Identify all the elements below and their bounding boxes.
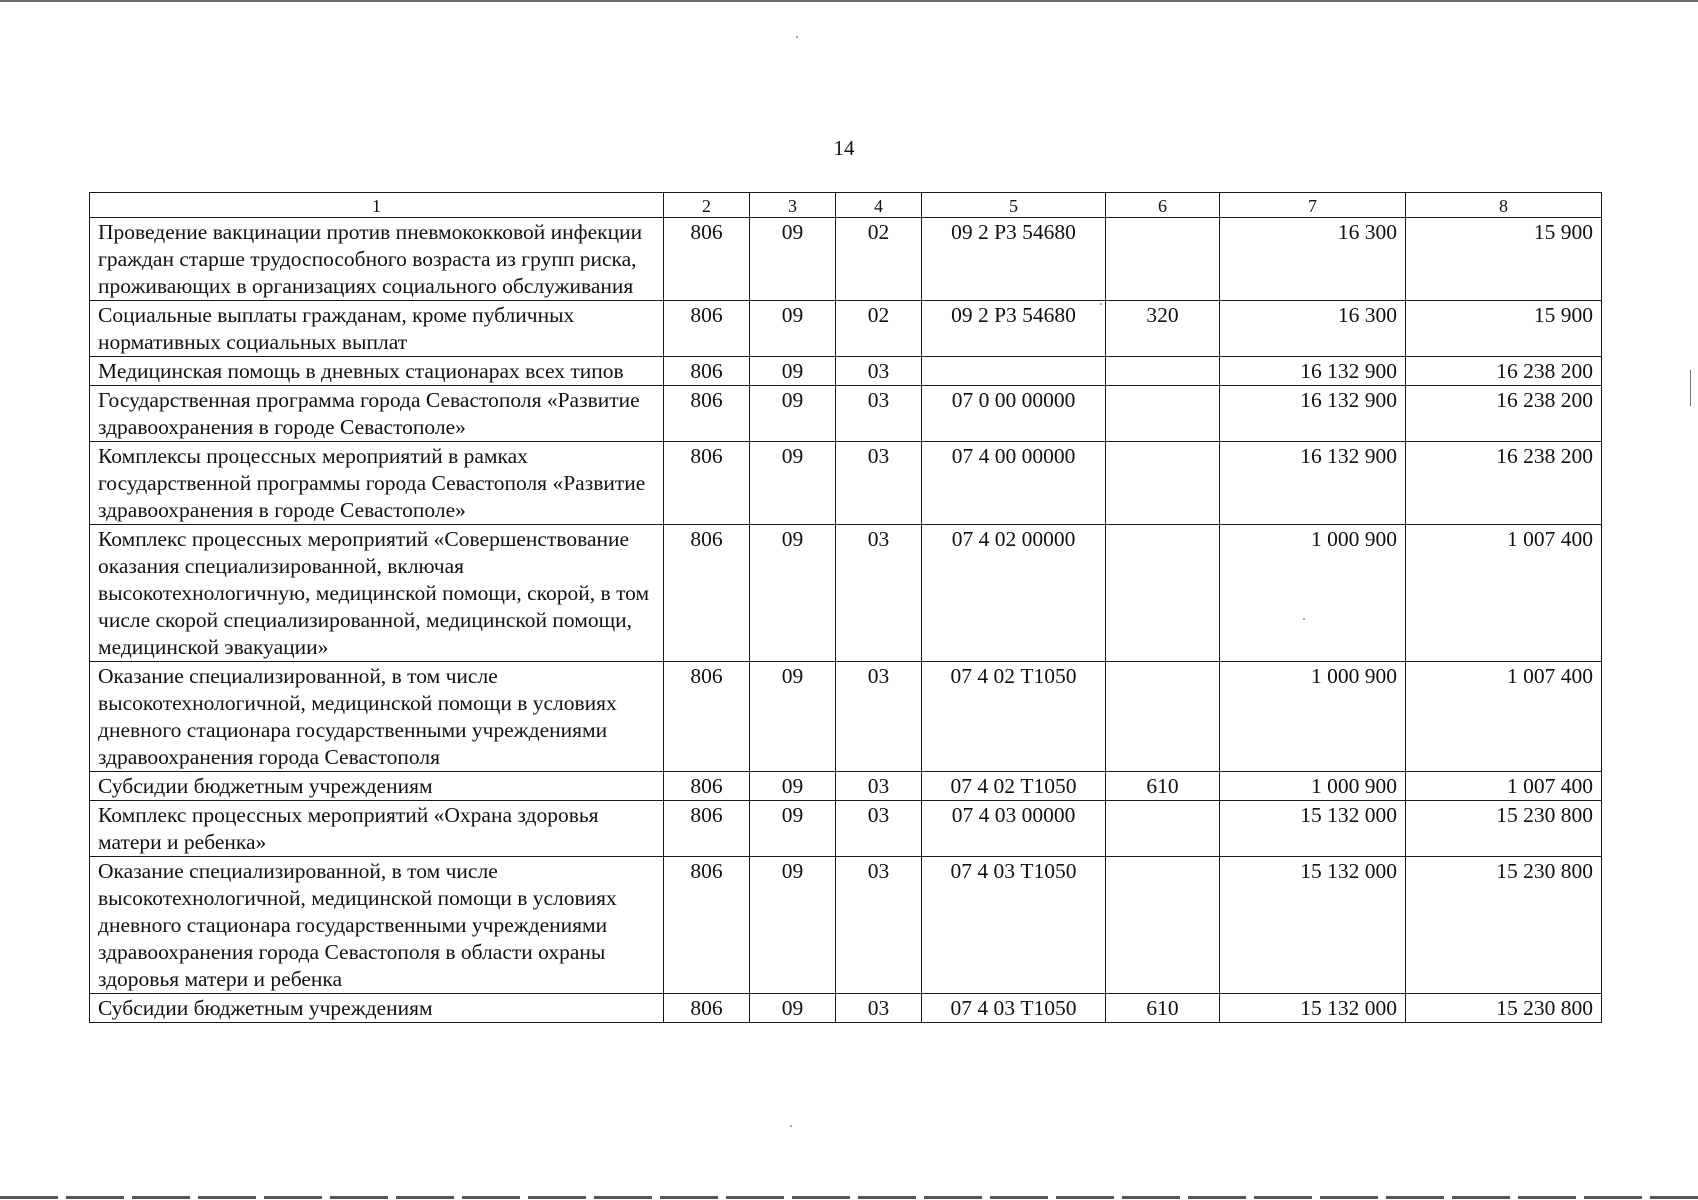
target-article-cell: 07 0 00 00000: [922, 386, 1106, 442]
subsection-code-cell: 03: [836, 857, 922, 994]
column-header: 1: [90, 193, 664, 218]
row-name-cell: Оказание специализированной, в том числе высокотехнологичной, медицинской помощи в условиях дневного стационара государственными учреждениями здравоохранения города Севастополя в области охраны здоровья матери и ребенка: [90, 857, 664, 994]
amount-year1-cell: 1 000 900: [1220, 662, 1406, 772]
ministry-code-cell: 806: [664, 801, 750, 857]
ministry-code-cell: 806: [664, 772, 750, 801]
row-name-cell: Комплекс процессных мероприятий «Совершенствование оказания специализированной, включая высокотехнологичную, медицинской помощи, скорой, в том числе скорой специализированной, медицинской помощи, медицинской эвакуации»: [90, 525, 664, 662]
ministry-code-cell: 806: [664, 857, 750, 994]
section-code-cell: 09: [750, 525, 836, 662]
expense-type-cell: [1106, 525, 1220, 662]
section-code-cell: 09: [750, 442, 836, 525]
expense-type-cell: [1106, 386, 1220, 442]
section-code-cell: 09: [750, 994, 836, 1023]
amount-year1-cell: 15 132 000: [1220, 994, 1406, 1023]
column-header: 6: [1106, 193, 1220, 218]
ministry-code-cell: 806: [664, 442, 750, 525]
expense-type-cell: 610: [1106, 994, 1220, 1023]
scan-edge-bottom: [0, 1196, 1698, 1199]
ministry-code-cell: 806: [664, 357, 750, 386]
ministry-code-cell: 806: [664, 525, 750, 662]
table-row: [90, 525, 1602, 662]
ministry-code-cell: 806: [664, 218, 750, 301]
target-article-cell: 07 4 03 Т1050: [922, 857, 1106, 994]
section-code-cell: 09: [750, 386, 836, 442]
section-code-cell: 09: [750, 772, 836, 801]
row-name-cell: Медицинская помощь в дневных стационарах всех типов: [90, 357, 664, 386]
table-body: [90, 218, 1602, 1023]
expense-type-cell: 320: [1106, 301, 1220, 357]
target-article-cell: 07 4 00 00000: [922, 442, 1106, 525]
scan-edge-top: [0, 0, 1698, 2]
target-article-cell: [922, 357, 1106, 386]
target-article-cell: 07 4 02 Т1050: [922, 772, 1106, 801]
amount-year1-cell: 16 132 900: [1220, 386, 1406, 442]
table-row: [90, 857, 1602, 994]
section-code-cell: 09: [750, 357, 836, 386]
row-name-cell: Комплекс процессных мероприятий «Охрана здоровья матери и ребенка»: [90, 801, 664, 857]
section-code-cell: 09: [750, 662, 836, 772]
amount-year2-cell: 1 007 400: [1406, 662, 1602, 772]
table-row: [90, 218, 1602, 301]
amount-year2-cell: 16 238 200: [1406, 386, 1602, 442]
column-header: 8: [1406, 193, 1602, 218]
table-row: [90, 301, 1602, 357]
amount-year2-cell: 1 007 400: [1406, 772, 1602, 801]
amount-year2-cell: 15 230 800: [1406, 994, 1602, 1023]
expense-type-cell: [1106, 218, 1220, 301]
target-article-cell: 09 2 Р3 54680: [922, 218, 1106, 301]
ministry-code-cell: 806: [664, 994, 750, 1023]
budget-table: [89, 192, 1602, 1023]
target-article-cell: 07 4 02 00000: [922, 525, 1106, 662]
subsection-code-cell: 02: [836, 218, 922, 301]
subsection-code-cell: 03: [836, 994, 922, 1023]
row-name-cell: Субсидии бюджетным учреждениям: [90, 772, 664, 801]
column-header: 4: [836, 193, 922, 218]
amount-year2-cell: 15 900: [1406, 301, 1602, 357]
row-name-cell: Субсидии бюджетным учреждениям: [90, 994, 664, 1023]
amount-year1-cell: 16 132 900: [1220, 442, 1406, 525]
amount-year1-cell: 16 132 900: [1220, 357, 1406, 386]
amount-year2-cell: 1 007 400: [1406, 525, 1602, 662]
amount-year1-cell: 16 300: [1220, 301, 1406, 357]
table-row: [90, 801, 1602, 857]
amount-year2-cell: 15 900: [1406, 218, 1602, 301]
row-name-cell: Комплексы процессных мероприятий в рамках государственной программы города Севастополя «Развитие здравоохранения в городе Севастополе»: [90, 442, 664, 525]
table-row: [90, 662, 1602, 772]
section-code-cell: 09: [750, 801, 836, 857]
target-article-cell: 07 4 03 00000: [922, 801, 1106, 857]
ministry-code-cell: 806: [664, 301, 750, 357]
table-row: [90, 772, 1602, 801]
amount-year1-cell: 15 132 000: [1220, 857, 1406, 994]
scan-speck: [790, 1125, 792, 1127]
amount-year1-cell: 1 000 900: [1220, 525, 1406, 662]
subsection-code-cell: 03: [836, 442, 922, 525]
expense-type-cell: [1106, 442, 1220, 525]
page-number: 14: [833, 136, 855, 160]
section-code-cell: 09: [750, 301, 836, 357]
row-name-cell: Проведение вакцинации против пневмококковой инфекции граждан старше трудоспособного возраста из групп риска, проживающих в организациях социального обслуживания: [90, 218, 664, 301]
ministry-code-cell: 806: [664, 386, 750, 442]
subsection-code-cell: 03: [836, 525, 922, 662]
header-row: [90, 193, 1602, 218]
table-header: [90, 193, 1602, 218]
section-code-cell: 09: [750, 857, 836, 994]
target-article-cell: 07 4 02 Т1050: [922, 662, 1106, 772]
column-header: 5: [922, 193, 1106, 218]
row-name-cell: Оказание специализированной, в том числе высокотехнологичной, медицинской помощи в условиях дневного стационара государственными учреждениями здравоохранения города Севастополя: [90, 662, 664, 772]
amount-year1-cell: 1 000 900: [1220, 772, 1406, 801]
amount-year1-cell: 15 132 000: [1220, 801, 1406, 857]
amount-year2-cell: 16 238 200: [1406, 442, 1602, 525]
ministry-code-cell: 806: [664, 662, 750, 772]
expense-type-cell: 610: [1106, 772, 1220, 801]
table-row: [90, 994, 1602, 1023]
amount-year2-cell: 15 230 800: [1406, 857, 1602, 994]
table-row: [90, 357, 1602, 386]
column-header: 3: [750, 193, 836, 218]
section-code-cell: 09: [750, 218, 836, 301]
table-row: [90, 442, 1602, 525]
row-name-cell: Социальные выплаты гражданам, кроме публичных нормативных социальных выплат: [90, 301, 664, 357]
column-header: 2: [664, 193, 750, 218]
subsection-code-cell: 03: [836, 772, 922, 801]
scan-speck: [796, 36, 798, 38]
subsection-code-cell: 03: [836, 357, 922, 386]
expense-type-cell: [1106, 801, 1220, 857]
column-header: 7: [1220, 193, 1406, 218]
amount-year1-cell: 16 300: [1220, 218, 1406, 301]
subsection-code-cell: 03: [836, 801, 922, 857]
scan-edge-mark: [1690, 370, 1691, 406]
target-article-cell: 09 2 Р3 54680: [922, 301, 1106, 357]
table-row: [90, 386, 1602, 442]
expense-type-cell: [1106, 662, 1220, 772]
subsection-code-cell: 03: [836, 662, 922, 772]
amount-year2-cell: 16 238 200: [1406, 357, 1602, 386]
expense-type-cell: [1106, 857, 1220, 994]
row-name-cell: Государственная программа города Севастополя «Развитие здравоохранения в городе Севастополе»: [90, 386, 664, 442]
target-article-cell: 07 4 03 Т1050: [922, 994, 1106, 1023]
expense-type-cell: [1106, 357, 1220, 386]
subsection-code-cell: 03: [836, 386, 922, 442]
subsection-code-cell: 02: [836, 301, 922, 357]
amount-year2-cell: 15 230 800: [1406, 801, 1602, 857]
